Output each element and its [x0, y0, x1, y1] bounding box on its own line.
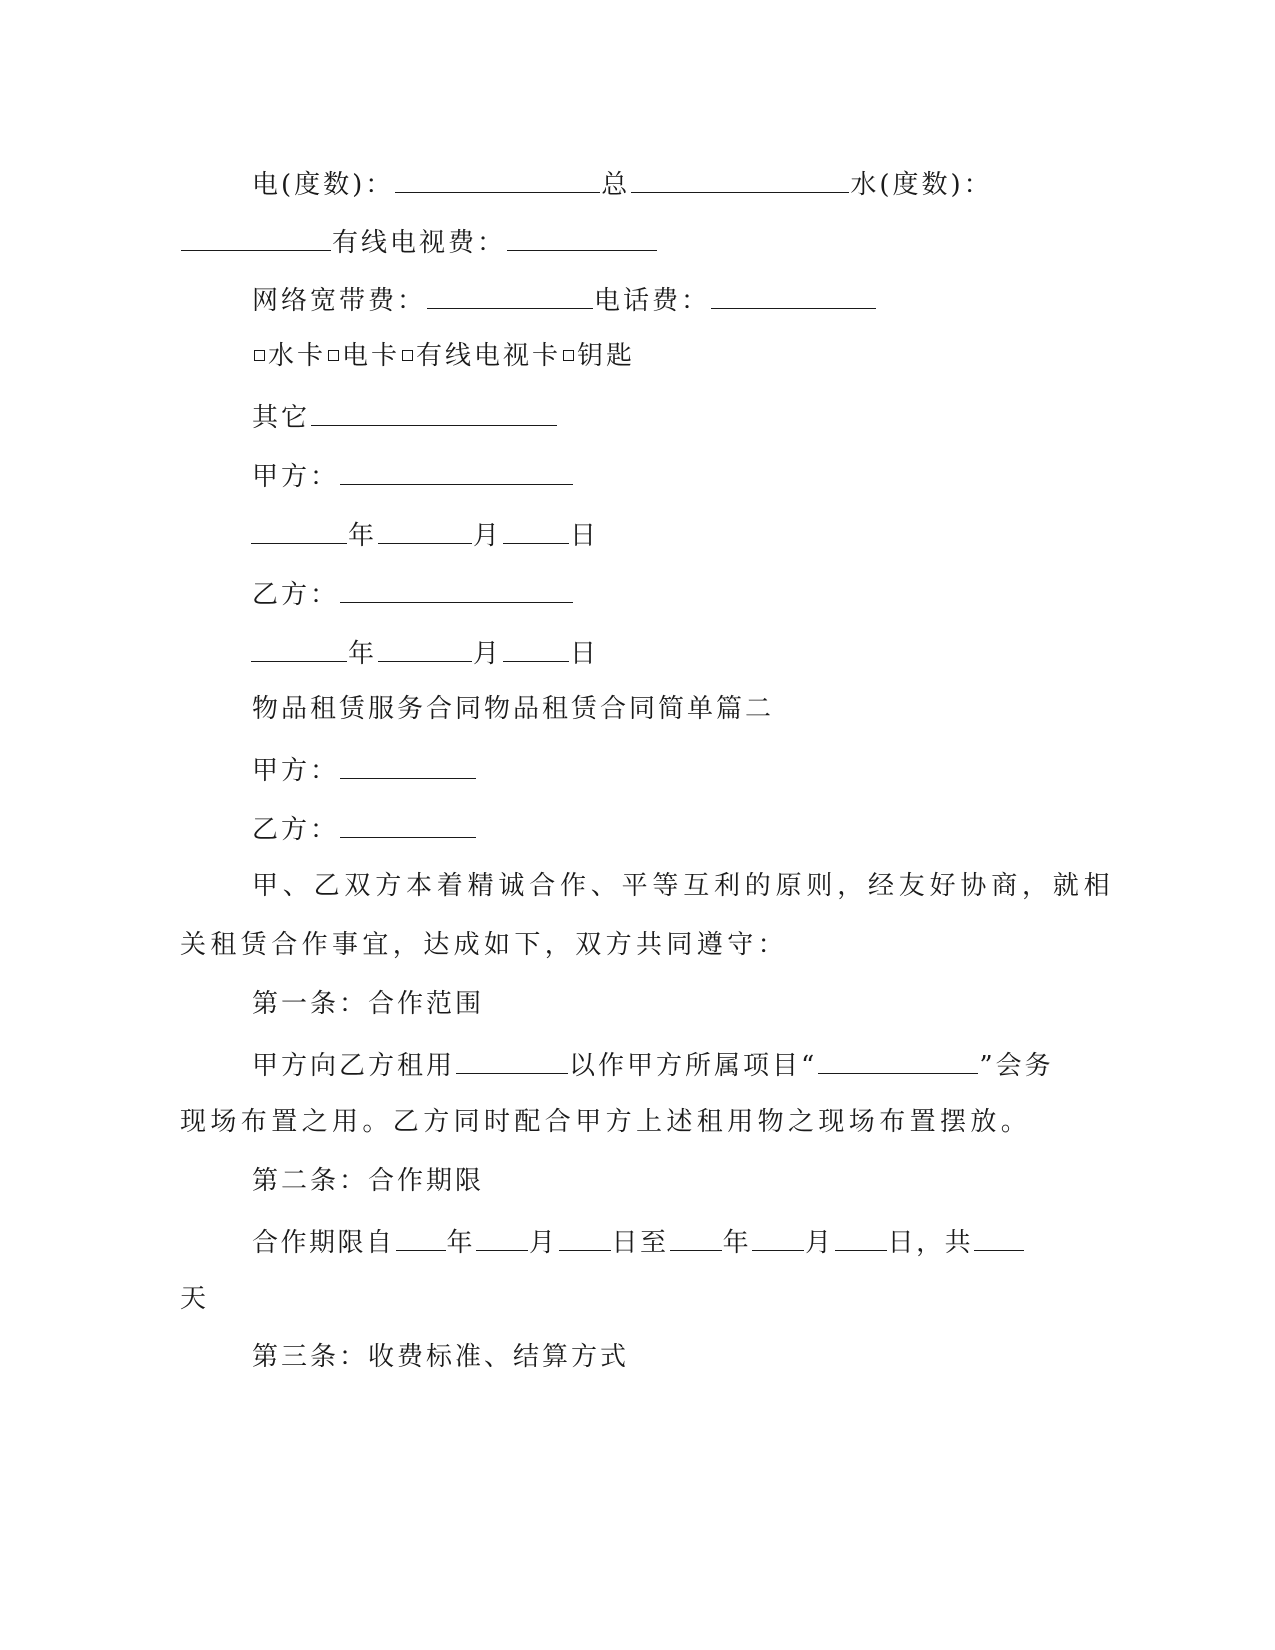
rented-item-blank[interactable] — [456, 1043, 568, 1074]
day-label: 日 — [570, 521, 600, 551]
article-1-text-2: 现场布置之用。乙方同时配合甲方上述租用物之现场布置摆放。 — [180, 1107, 1032, 1137]
party-b-day-blank[interactable] — [503, 631, 569, 662]
article-1-text-b: 以作甲方所属项目“ — [569, 1051, 818, 1081]
other-label: 其它 — [252, 403, 311, 433]
year-label: 年 — [722, 1228, 752, 1258]
electricity-card-label: 电卡 — [342, 341, 401, 371]
end-year-blank[interactable] — [670, 1220, 722, 1251]
year-label: 年 — [348, 521, 378, 551]
electricity-blank[interactable] — [395, 162, 600, 193]
start-year-blank[interactable] — [396, 1220, 446, 1251]
article-2-para-line-2 — [180, 1279, 209, 1319]
other-blank[interactable] — [311, 395, 557, 426]
handover-items-line — [252, 336, 635, 376]
cable-tv-card-checkbox[interactable] — [402, 350, 413, 361]
article-2-para-line — [252, 1220, 1025, 1260]
cable-tv-label: 有线电视费： — [332, 228, 507, 258]
water-label: 水(度数)： — [850, 170, 993, 200]
contract2-party-a-line — [252, 748, 477, 788]
broadband-blank[interactable] — [427, 278, 593, 309]
party-b-blank[interactable] — [340, 572, 573, 603]
total-days-blank[interactable] — [974, 1220, 1024, 1251]
water-blank[interactable] — [181, 220, 331, 251]
month-label: 月 — [473, 521, 503, 551]
cable-tv-blank[interactable] — [507, 220, 657, 251]
broadband-line — [252, 278, 877, 318]
term-from-label: 合作期限自 — [252, 1228, 395, 1258]
article-1-title: 第一条：合作范围 — [252, 989, 485, 1019]
key-label: 钥匙 — [577, 341, 636, 371]
contract2-party-b-line — [252, 807, 477, 847]
days-unit: 天 — [180, 1284, 210, 1314]
cable-tv-card-label: 有线电视卡 — [416, 341, 562, 371]
party-a-month-blank[interactable] — [378, 513, 472, 544]
party-a-blank[interactable] — [340, 454, 573, 485]
article-1-text-c: ”会务 — [979, 1051, 1054, 1081]
until-label: 日至 — [611, 1228, 669, 1258]
electricity-label: 电(度数)： — [252, 170, 395, 200]
key-checkbox[interactable] — [563, 350, 574, 361]
party-a-label: 甲方： — [252, 756, 340, 786]
intro-line-1 — [252, 866, 1114, 906]
party-b-month-blank[interactable] — [378, 631, 472, 662]
article-1-para-line-1 — [252, 1043, 1054, 1083]
section-title — [252, 689, 774, 729]
total-blank[interactable] — [631, 162, 849, 193]
start-day-blank[interactable] — [559, 1220, 611, 1251]
water-card-label: 水卡 — [268, 341, 327, 371]
electricity-line — [252, 162, 993, 202]
day-label: 日 — [570, 639, 600, 669]
party-b-sign-line — [252, 572, 574, 612]
article-1-para-line-2 — [180, 1102, 1031, 1142]
phone-label: 电话费： — [594, 286, 711, 316]
article-2-title: 第二条：合作期限 — [252, 1166, 485, 1196]
article-1-title-line — [252, 984, 484, 1024]
month-label: 月 — [473, 639, 503, 669]
article-3-title-line — [252, 1337, 629, 1377]
party-a-day-blank[interactable] — [503, 513, 569, 544]
phone-blank[interactable] — [711, 278, 876, 309]
article-1-text-a: 甲方向乙方租用 — [252, 1051, 456, 1081]
contract2-party-b-blank[interactable] — [340, 807, 476, 838]
contract2-title: 物品租赁服务合同物品租赁合同简单篇二 — [252, 694, 775, 724]
year-label: 年 — [446, 1228, 476, 1258]
intro-text-1: 甲、乙双方本着精诚合作、平等互利的原则，经友好协商，就相 — [252, 871, 1115, 901]
end-month-blank[interactable] — [752, 1220, 804, 1251]
article-2-title-line — [252, 1161, 484, 1201]
party-b-date-line — [250, 631, 599, 671]
party-b-label: 乙方： — [252, 580, 340, 610]
party-b-year-blank[interactable] — [251, 631, 347, 662]
article-3-title: 第三条：收费标准、结算方式 — [252, 1342, 630, 1372]
intro-line-2 — [180, 925, 788, 965]
month-label: 月 — [529, 1228, 558, 1258]
other-line — [252, 395, 558, 435]
project-name-blank[interactable] — [818, 1043, 978, 1074]
end-day-blank[interactable] — [835, 1220, 887, 1251]
start-month-blank[interactable] — [476, 1220, 528, 1251]
contract2-party-a-blank[interactable] — [340, 748, 476, 779]
water-card-checkbox[interactable] — [254, 350, 265, 361]
party-a-date-line — [250, 513, 599, 553]
day-total-label: 日，共 — [887, 1228, 974, 1258]
party-a-sign-line — [252, 454, 574, 494]
cable-tv-line — [180, 220, 658, 260]
broadband-label: 网络宽带费： — [252, 286, 427, 316]
electricity-card-checkbox[interactable] — [328, 350, 339, 361]
party-a-year-blank[interactable] — [251, 513, 347, 544]
intro-text-2: 关租赁合作事宜，达成如下，双方共同遵守： — [180, 930, 789, 960]
month-label: 月 — [805, 1228, 834, 1258]
party-a-label: 甲方： — [252, 462, 340, 492]
party-b-label: 乙方： — [252, 815, 340, 845]
total-label: 总 — [601, 170, 631, 200]
year-label: 年 — [348, 639, 378, 669]
